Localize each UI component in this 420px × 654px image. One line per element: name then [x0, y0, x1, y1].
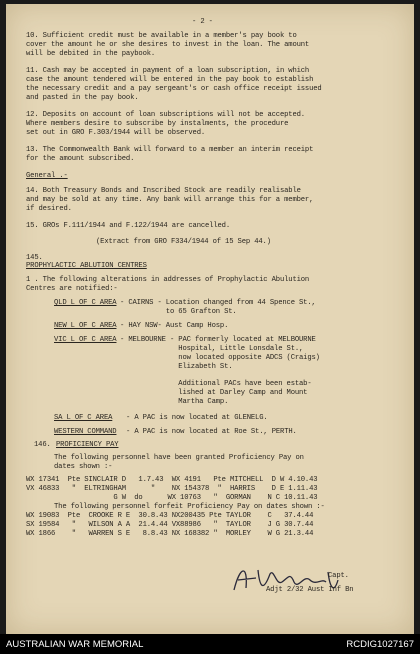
paragraph-12-line-3: set out in GRO F.303/1944 will be observed. [26, 129, 206, 137]
paragraph-11-line-4: and pasted in the pay book. [26, 94, 139, 102]
granted-row-1: WX 17341 Pte SINCLAIR D 1.7.43 WX 4191 Pte MITCHELL D W 4.10.43 [26, 476, 318, 484]
forfeit-row-1: WX 19083 Pte CROOKE R E 30.8.43 NX200435 Pte TAYLOR C 37.4.44 [26, 512, 314, 520]
paragraph-10-line-1: 10. Sufficient credit must be available in a member's pay book to [26, 32, 297, 40]
sa-area-text-1: - A PAC is now located at GLENELG. [126, 414, 268, 422]
archive-footer-bar [0, 634, 420, 654]
vic-area-text-6: Additional PACs have been estab- [120, 380, 312, 388]
vic-area-text-7: lished at Darley Camp and Mount [120, 389, 308, 397]
vic-area-label: VIC L OF C AREA [54, 336, 117, 344]
item-146-number: 146. [34, 441, 51, 449]
forfeit-row-3: WX 1866 " WARREN S E 8.8.43 NX 168382 " MORLEY W G 21.3.44 [26, 530, 314, 538]
paragraph-12-line-1: 12. Deposits on account of loan subscriptions will not be accepted. [26, 111, 305, 119]
paragraph-12-line-2: Where members desire to subscribe by instalments, the procedure [26, 120, 289, 128]
paragraph-10-line-3: will be debited in the paybook. [26, 50, 156, 58]
paragraph-11-line-3: the necessary credit and a pay sergeant's or cash office receipt issued [26, 85, 322, 93]
forfeit-intro: The following personnel forfeit Proficiency Pay on dates shown :- [54, 503, 325, 511]
page-number: - 2 - [192, 18, 213, 26]
paragraph-13-line-1: 13. The Commonwealth Bank will forward to a member an interim receipt [26, 146, 314, 154]
vic-area-text-8: Martha Camp. [120, 398, 229, 406]
footer-source: AUSTRALIAN WAR MEMORIAL [6, 639, 144, 650]
item-145-number: 145. [26, 254, 43, 262]
vic-area-text-1: - MELBOURNE - PAC formerly located at MELBOURNE [120, 336, 316, 344]
sa-area-label: SA L OF C AREA [54, 414, 113, 422]
item-145-intro-line-2: Centres are notified:- [26, 285, 118, 293]
vic-area-text-3: now located opposite ADCS (Craigs) [120, 354, 320, 362]
vic-area-text-4: Elizabeth St. [120, 363, 233, 371]
western-command-text-1: - A PAC is now located at Roe St., PERTH. [126, 428, 297, 436]
item-146-intro-line-1: The following personnel have been granted Proficiency Pay on [54, 454, 304, 462]
forfeit-row-2: SX 19584 " WILSON A A 21.4.44 VX88986 " TAYLOR J G 30.7.44 [26, 521, 314, 529]
vic-area-text-2: Hospital, Little Lonsdale St., [120, 345, 304, 353]
qld-area-text-2: to 65 Grafton St. [120, 308, 237, 316]
footer-reference: RCDIG1027167 [346, 639, 414, 650]
signature-appointment: Adjt 2/32 Aust Inf Bn [266, 586, 354, 594]
item-145-intro-line-1: 1 . The following alterations in addresses of Prophylactic Abulution [26, 276, 310, 284]
general-heading: General .- [26, 172, 68, 180]
item-146-title: PROFICIENCY PAY [56, 441, 119, 449]
signature-rank: Capt. [328, 572, 349, 580]
paragraph-11-line-2: case the amount tendered will be entered in the pay book to establish [26, 76, 314, 84]
item-146-intro-line-2: dates shown :- [54, 463, 113, 471]
paragraph-14-line-1: 14. Both Treasury Bonds and Inscribed Stock are readily realisable [26, 187, 301, 195]
nsw-area-label: NEW L OF C AREA [54, 322, 117, 330]
paragraph-14-line-2: and may be sold at any time. Any bank will arrange this for a member, [26, 196, 314, 204]
granted-row-2: VX 46833 " ELTRINGHAM " NX 154378 " HARRIS D E 1.11.43 [26, 485, 318, 493]
extract-reference: (Extract from GRO F334/1944 of 15 Sep 44.) [96, 238, 271, 246]
nsw-area-text-1: - HAY NSW- Aust Camp Hosp. [120, 322, 229, 330]
document-page [6, 4, 414, 634]
paragraph-11-line-1: 11. Cash may be accepted in payment of a loan subscription, in which [26, 67, 310, 75]
qld-area-label: QLD L OF C AREA [54, 299, 117, 307]
western-command-label: WESTERN COMMAND [54, 428, 117, 436]
qld-area-text-1: - CAIRNS - Location changed from 44 Spence St., [120, 299, 316, 307]
paragraph-13-line-2: for the amount subscribed. [26, 155, 135, 163]
item-145-title: PROPHYLACTIC ABLUTION CENTRES [26, 262, 147, 270]
paragraph-14-line-3: if desired. [26, 205, 72, 213]
paragraph-10-line-2: cover the amount he or she desires to invest in the loan. The amount [26, 41, 310, 49]
granted-row-3: G W do WX 10763 " GORMAN N C 10.11.43 [26, 494, 318, 502]
paragraph-15: 15. GROs F.111/1944 and F.122/1944 are cancelled. [26, 222, 230, 230]
